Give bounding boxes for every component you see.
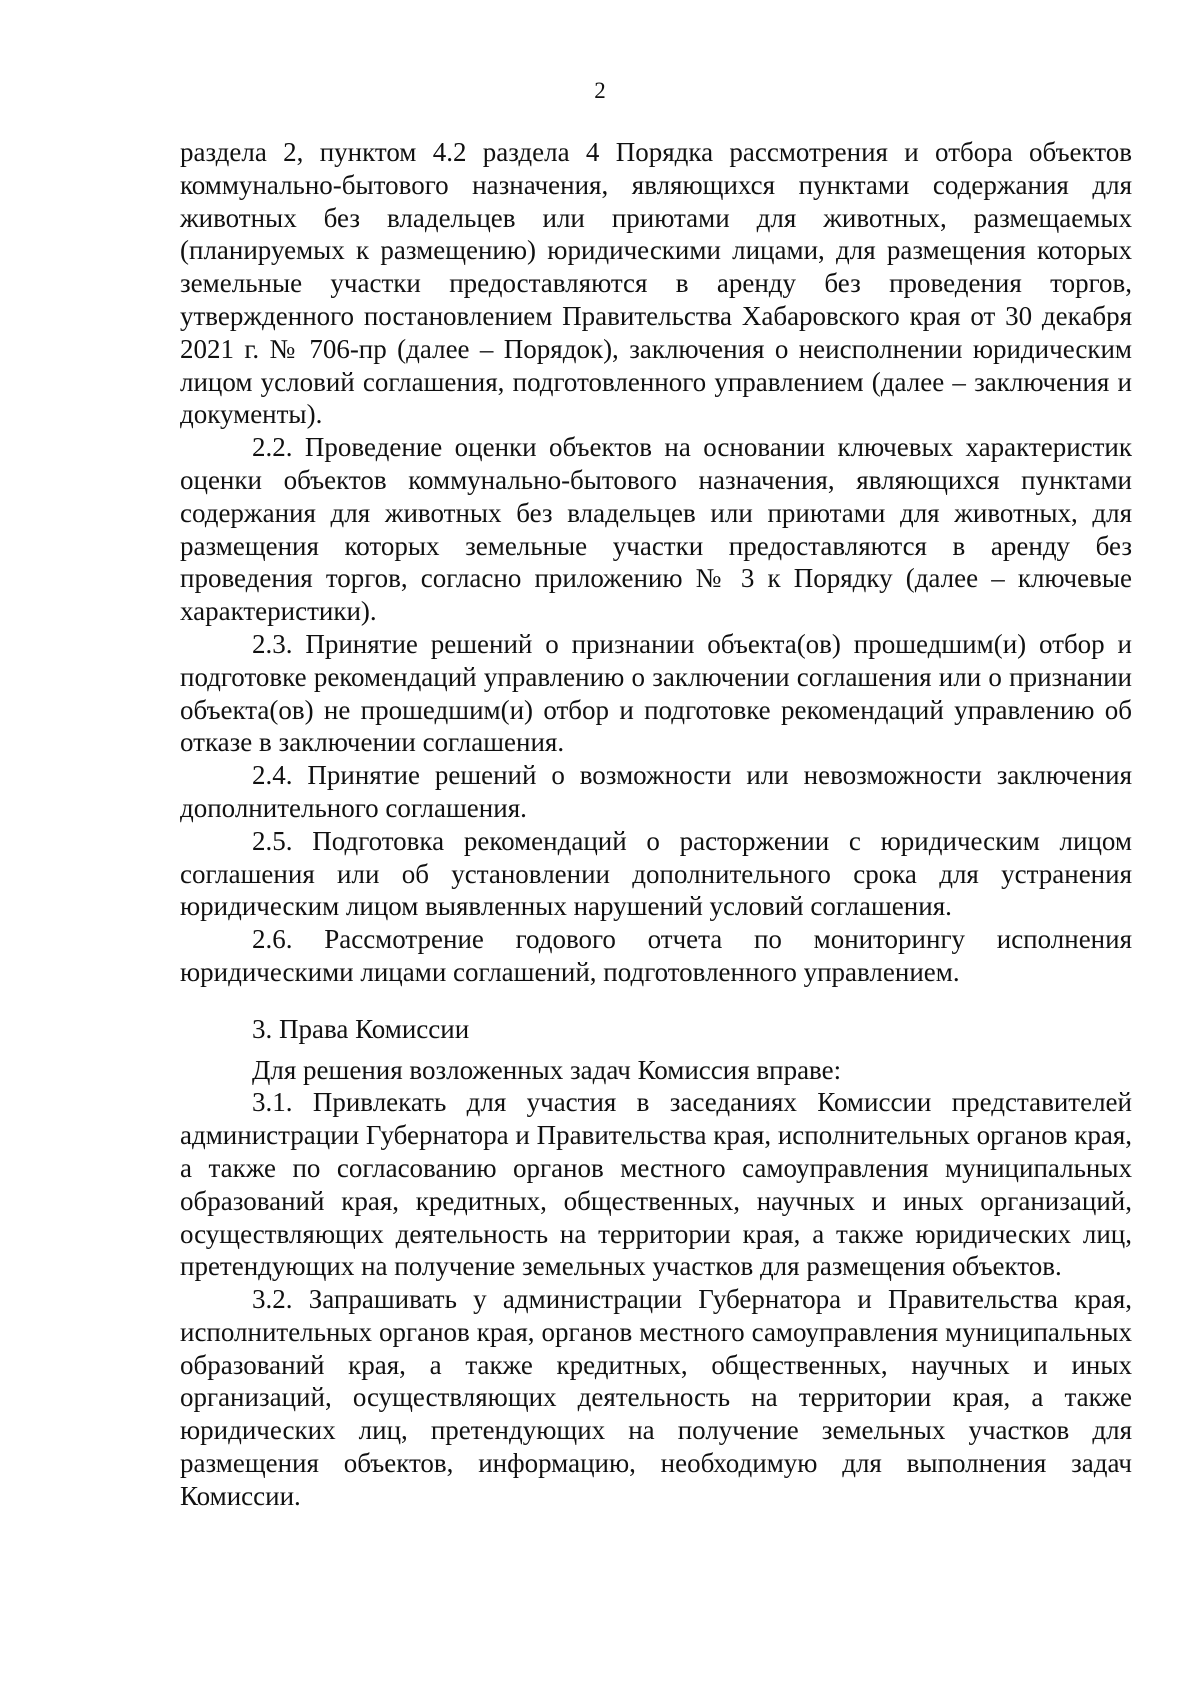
page-number: 2 [594,78,606,103]
paragraph-continuation: раздела 2, пунктом 4.2 раздела 4 Порядка рассмотрения и отбора объектов коммунально-бытового назначения, являющихся пунктами содержания для животных без владельцев или приютами для животных, размещаемых (планируемых к размещению) юридическими лицами, для размещения которых земельные участки предоставляются в аренду без проведения торгов, утвержденного постановлением Правительства Хабаровского края от 30 декабря 2021 г. № 706-пр (далее – Порядок), заключения о неисполнении юридическим лицом условий соглашения, подготовленного управлением (далее – заключения и документы). [180,137,1132,430]
document-body [180,136,1132,1513]
paragraph-2-3: 2.3. Принятие решений о признании объекта(ов) прошедшим(и) отбор и подготовке рекомендаций управлению о заключении соглашения или о признании объекта(ов) не прошедшим(и) отбор и подготовке рекомендаций управлению об отказе в заключении соглашения. [180,628,1132,758]
section-heading: 3. Права Комиссии [252,1013,470,1044]
paragraph-2-5: 2.5. Подготовка рекомендаций о расторжении с юридическим лицом соглашения или об установлении дополнительного срока для устранения юридическим лицом выявленных нарушений условий соглашения. [180,825,1132,922]
section-intro: Для решения возложенных задач Комиссия вправе: [252,1054,842,1085]
paragraph-2-2: 2.2. Проведение оценки объектов на основании ключевых характеристик оценки объектов коммунально-бытового назначения, являющихся пунктами содержания для животных без владельцев или приютами для животных, для размещения которых земельные участки предоставляются в аренду без проведения торгов, согласно приложению № 3 к Порядку (далее – ключевые характеристики). [180,432,1132,627]
paragraph-2-4: 2.4. Принятие решений о возможности или невозможности заключения дополнительного соглашения. [180,760,1132,823]
paragraph-2-6: 2.6. Рассмотрение годового отчета по мониторингу исполнения юридическими лицами соглашений, подготовленного управлением. [180,924,1132,987]
paragraph-3-1: 3.1. Привлекать для участия в заседаниях Комиссии представителей администрации Губернатора и Правительства края, исполнительных органов края, а также по согласованию органов местного самоуправления муниципальных образований края, кредитных, общественных, научных и иных организаций, осуществляющих деятельность на территории края, а также юридических лиц, претендующих на получение земельных участков для размещения объектов. [180,1087,1132,1282]
paragraph-3-2: 3.2. Запрашивать у администрации Губернатора и Правительства края, исполнительных органов края, органов местного самоуправления муниципальных образований края, а также кредитных, общественных, научных и иных организаций, осуществляющих деятельность на территории края, а также юридических лиц, претендующих на получение земельных участков для размещения объектов, информацию, необходимую для выполнения задач Комиссии. [180,1284,1132,1511]
